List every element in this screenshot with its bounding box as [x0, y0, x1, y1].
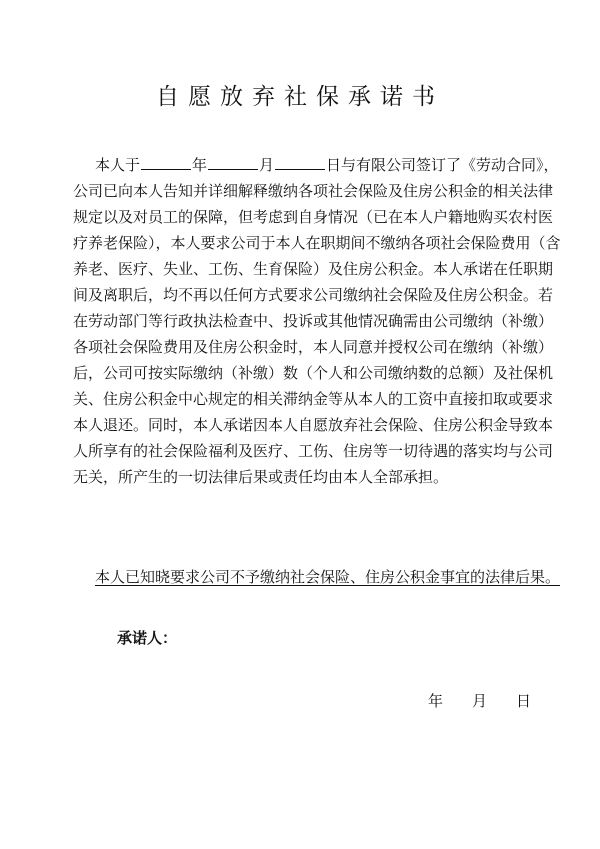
body-line: 各项社会保险费用及住房公积金时，本人同意并授权公司在缴纳（补缴）	[73, 338, 554, 356]
date-sentence	[95, 155, 559, 175]
body-line: 本人退还。同时，本人承诺因本人自愿放弃社会保险、住房公积金导致本	[73, 416, 554, 434]
body-line: 关、住房公积金中心规定的相关滞纳金等从本人的工资中直接扣取或要求	[73, 390, 554, 408]
contract-clause: 日与有限公司签订了《劳动合同》，	[326, 156, 559, 174]
body-line: 无关，所产生的一切法律后果或责任均由本人全部承担。	[73, 468, 449, 486]
body-line: 在劳动部门等行政执法检查中、投诉或其他情况确需由公司缴纳（补缴）	[73, 312, 554, 330]
body-line: 疗养老保险），本人要求公司于本人在职期间不缴纳各项社会保险费用（含	[73, 234, 561, 252]
body-line: 规定以及对员工的保障，但考虑到自身情况（已在本人户籍地购买农村医	[73, 208, 554, 226]
document-title: 自愿放弃社保承诺书	[156, 84, 444, 110]
body-line: 后，公司可按实际缴纳（补缴）数（个人和公司缴纳数的总额）及社保机	[73, 364, 554, 382]
body-line: 人所享有的社会保险福利及医疗、工伤、住房等一切待遇的落实均与公司	[73, 442, 554, 460]
year-blank	[141, 155, 191, 170]
month-label: 月	[259, 156, 275, 174]
body-line: 公司已向本人告知并详细解释缴纳各项社会保险及住房公积金的相关法律	[73, 182, 554, 200]
year-label: 年	[192, 156, 208, 174]
body-line: 间及离职后，均不再以任何方式要求公司缴纳社会保险及住房公积金。若	[73, 286, 554, 304]
day-blank	[275, 155, 325, 170]
signature-month-label: 月	[472, 692, 488, 710]
signature-day-label: 日	[516, 692, 532, 710]
acknowledgement-statement: 本人已知晓要求公司不予缴纳社会保险、住房公积金事宜的法律后果。	[95, 568, 561, 586]
date-prefix: 本人于	[95, 156, 141, 174]
signer-label: 承诺人：	[117, 629, 178, 647]
month-blank	[208, 155, 258, 170]
signature-date	[428, 690, 531, 711]
signature-year-label: 年	[428, 692, 444, 710]
body-line: 养老、医疗、失业、工伤、生育保险）及住房公积金。本人承诺在任职期	[73, 260, 554, 278]
